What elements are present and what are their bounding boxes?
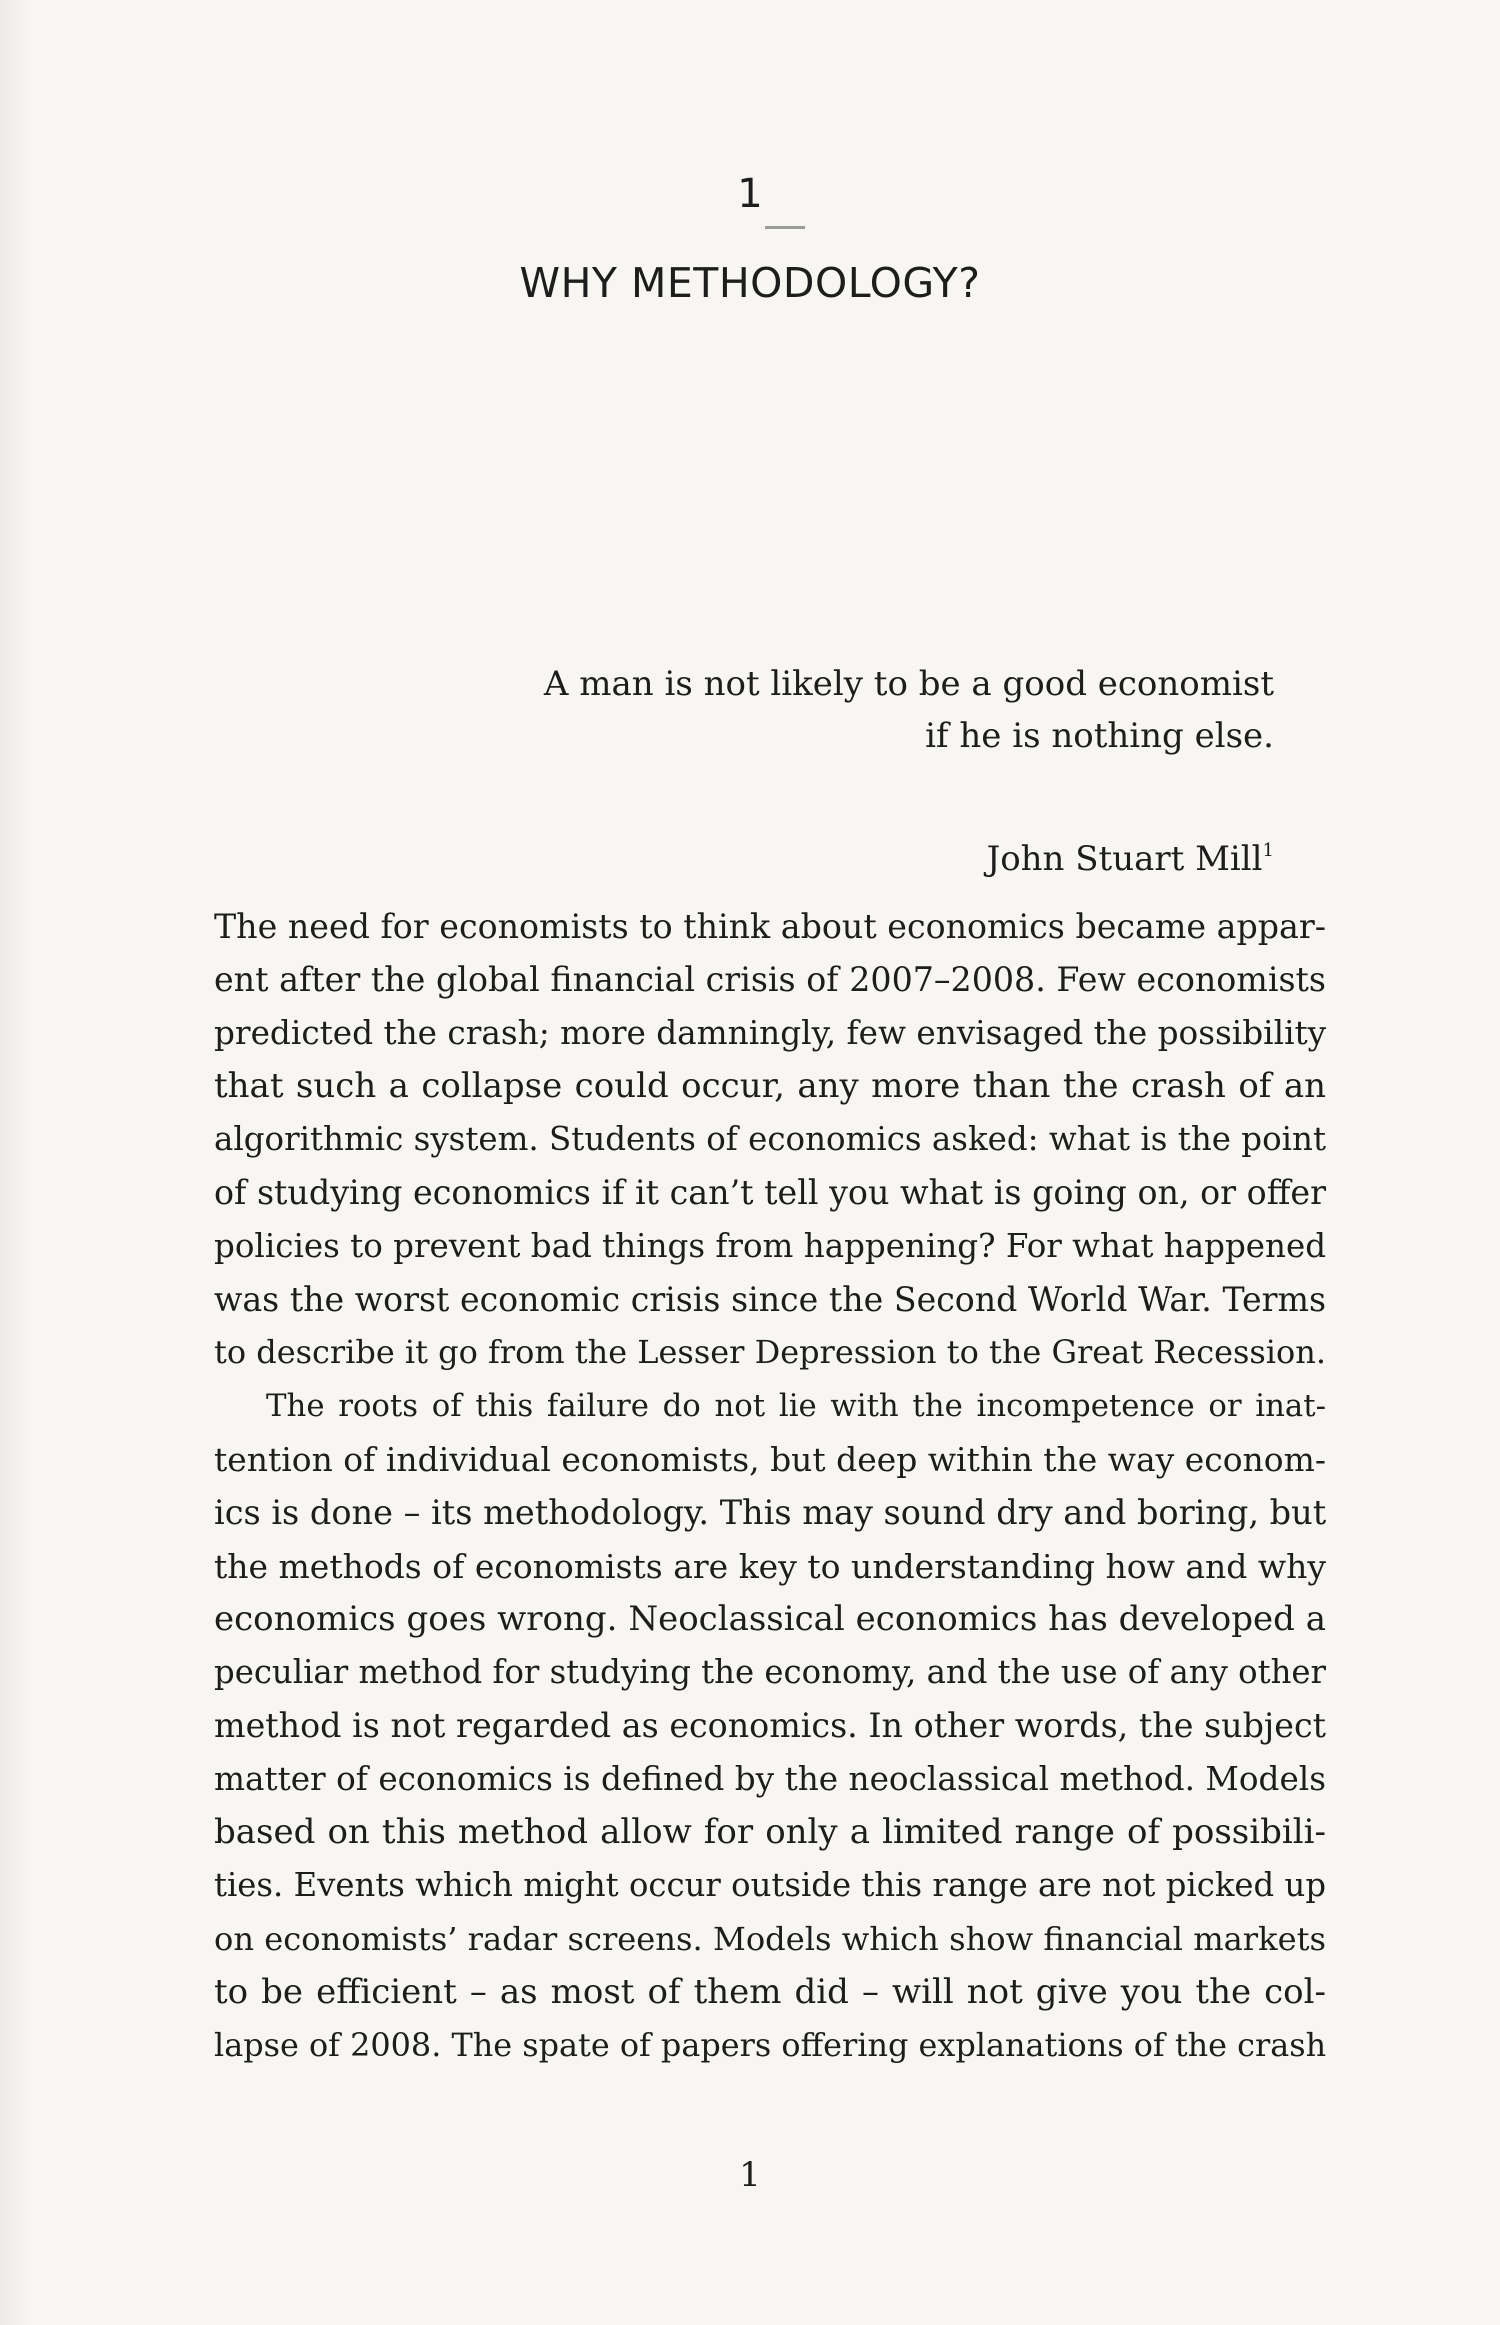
page-edge — [0, 0, 30, 2325]
text-line: to be efficient – as most of them did – will not give you the col- — [214, 1971, 1326, 2012]
page-number: 1 — [739, 2155, 761, 2195]
footnote-marker: 1 — [1262, 840, 1274, 861]
text-line: the methods of economists are key to understanding how and why — [214, 1546, 1326, 1586]
chapter-body — [214, 900, 1326, 2073]
text-line: The need for economists to think about economics became appar- — [214, 907, 1326, 946]
text-line: peculiar method for studying the economy, and the use of any other — [214, 1653, 1326, 1692]
text-line: policies to prevent bad things from happening? For what happened — [214, 1226, 1327, 1265]
paragraph-1 — [214, 900, 1326, 1380]
text-line: ics is done – its methodology. This may sound dry and boring, but — [214, 1493, 1327, 1533]
text-line: ent after the global financial crisis of 2007–2008. Few economists — [214, 960, 1326, 1000]
text-line: tention of individual economists, but deep within the way econom- — [214, 1439, 1326, 1479]
text-line: algorithmic system. Students of economics asked: what is the point — [214, 1120, 1326, 1159]
epigraph-line: if he is nothing else. — [925, 716, 1274, 756]
text-line: on economists’ radar screens. Models which show financial markets — [214, 1919, 1326, 1958]
text-line: method is not regarded as economics. In other words, the subject — [214, 1706, 1326, 1746]
text-line: based on this method allow for only a limited range of possibili- — [214, 1812, 1326, 1853]
epigraph-line: A man is not likely to be a good economist — [543, 664, 1274, 704]
text-line: of studying economics if it can’t tell you what is going on, or offer — [214, 1173, 1326, 1213]
text-line: to describe it go from the Lesser Depression to the Great Recession. — [214, 1333, 1326, 1372]
text-line: economics goes wrong. Neoclassical economics has developed a — [214, 1598, 1326, 1639]
chapter-number: 1 — [737, 171, 763, 217]
chapter-number-underline — [765, 226, 805, 229]
text-line: lapse of 2008. The spate of papers offering explanations of the crash — [214, 2026, 1327, 2065]
text-line: The roots of this failure do not lie with the incompetence or inat- — [266, 1387, 1326, 1424]
epigraph-author: John Stuart Mill — [986, 839, 1263, 879]
paragraph-2 — [214, 1380, 1326, 2073]
chapter-title: WHY METHODOLOGY? — [519, 259, 981, 307]
epigraph-quote — [514, 658, 1274, 762]
text-line: predicted the crash; more damningly, few envisaged the possibility — [214, 1013, 1327, 1052]
text-line: ties. Events which might occur outside this range are not picked up — [214, 1866, 1326, 1905]
epigraph-attribution — [987, 825, 1274, 885]
text-line: matter of economics is defined by the neoclassical method. Models — [214, 1759, 1326, 1798]
text-line: was the worst economic crisis since the Second World War. Terms — [214, 1280, 1326, 1320]
text-line: that such a collapse could occur, any more than the crash of an — [214, 1065, 1326, 1106]
